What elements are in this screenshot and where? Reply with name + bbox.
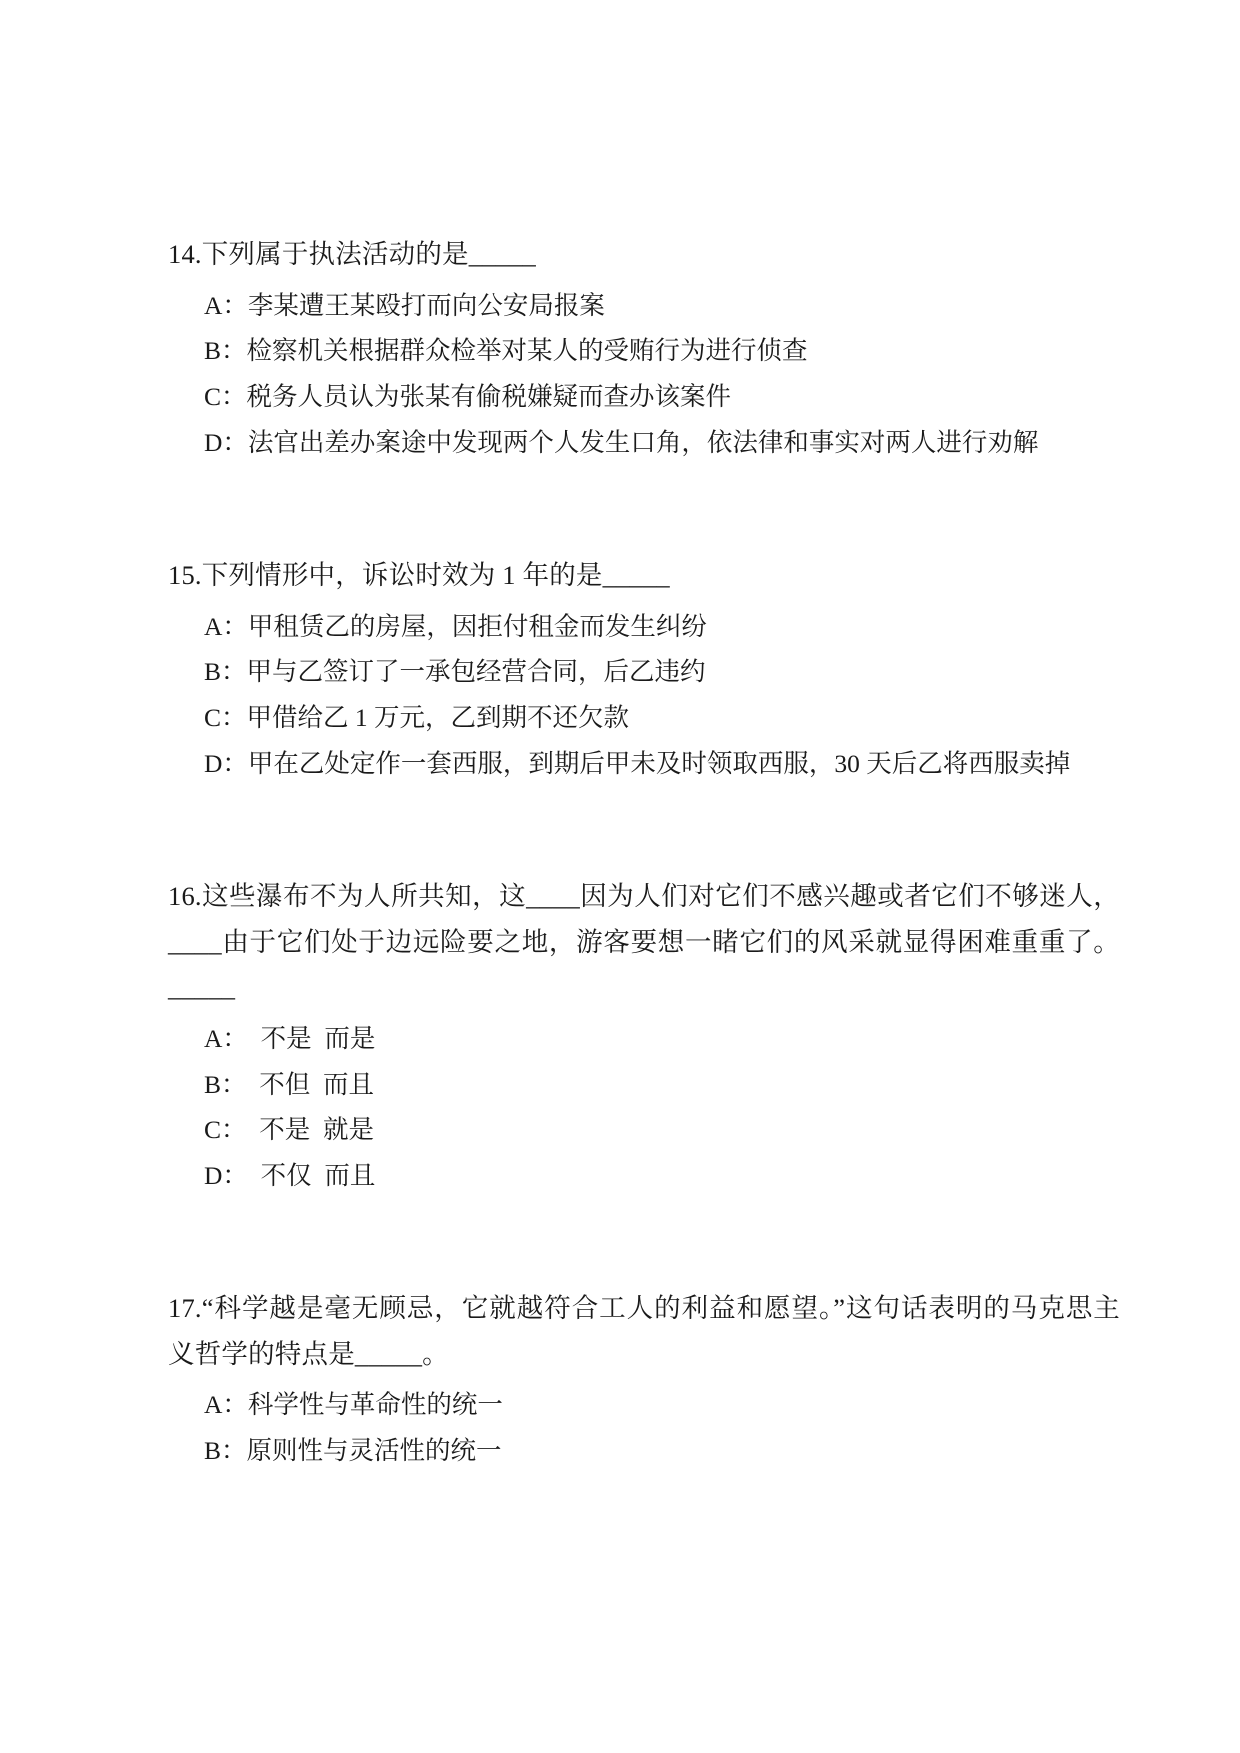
option-c[interactable]: C：税务人员认为张某有偷税嫌疑而查办该案件 — [204, 382, 732, 412]
question-15-stem: 15.下列情形中，诉讼时效为 1 年的是_____ — [168, 560, 670, 591]
option-a[interactable]: A：科学性与革命性的统一 — [204, 1390, 503, 1420]
spacer-14-15 — [168, 467, 1120, 553]
option-d[interactable]: D：甲在乙处定作一套西服，到期后甲未及时领取西服，30 天后乙将西服卖掉 — [204, 749, 1071, 779]
spacer-16-17 — [168, 1200, 1120, 1286]
option-d[interactable]: D： 不仅 而且 — [204, 1161, 376, 1191]
question-14-stem: 14.下列属于执法活动的是_____ — [168, 239, 536, 269]
option-b[interactable]: B： 不但 而且 — [204, 1069, 375, 1099]
question-15-options — [168, 605, 1120, 786]
question-14-options — [168, 284, 1120, 465]
question-14 — [168, 232, 1120, 465]
option-c[interactable]: C： 不是 就是 — [204, 1115, 375, 1145]
question-17-stem: 17.“科学越是毫无顾忌，它就越符合工人的利益和愿望。”这句话表明的马克思主义哲学的特点是_____。 — [168, 1293, 1120, 1369]
option-c[interactable]: C：甲借给乙 1 万元，乙到期不还欠款 — [204, 703, 630, 733]
question-17 — [168, 1286, 1120, 1473]
option-a[interactable]: A： 不是 而是 — [204, 1023, 376, 1053]
option-a[interactable]: A：甲租赁乙的房屋，因拒付租金而发生纠纷 — [204, 611, 707, 641]
question-16-options — [168, 1017, 1120, 1198]
question-16-stem: 16.这些瀑布不为人所共知，这____因为人们对它们不感兴趣或者它们不够迷人，____由于它们处于边远险要之地，游客要想一睹它们的风采就显得困难重重了。_____ — [168, 881, 1120, 1003]
option-b[interactable]: B：检察机关根据群众检举对某人的受贿行为进行侦查 — [204, 336, 808, 366]
option-a[interactable]: A：李某遭王某殴打而向公安局报案 — [204, 290, 605, 320]
question-17-options — [168, 1383, 1120, 1473]
question-15 — [168, 553, 1120, 786]
spacer-15-16 — [168, 788, 1120, 874]
option-d[interactable]: D：法官出差办案途中发现两个人发生口角，依法律和事实对两人进行劝解 — [204, 428, 1039, 458]
option-b[interactable]: B：原则性与灵活性的统一 — [204, 1436, 502, 1466]
option-b[interactable]: B：甲与乙签订了一承包经营合同，后乙违约 — [204, 657, 706, 687]
question-16 — [168, 874, 1120, 1198]
